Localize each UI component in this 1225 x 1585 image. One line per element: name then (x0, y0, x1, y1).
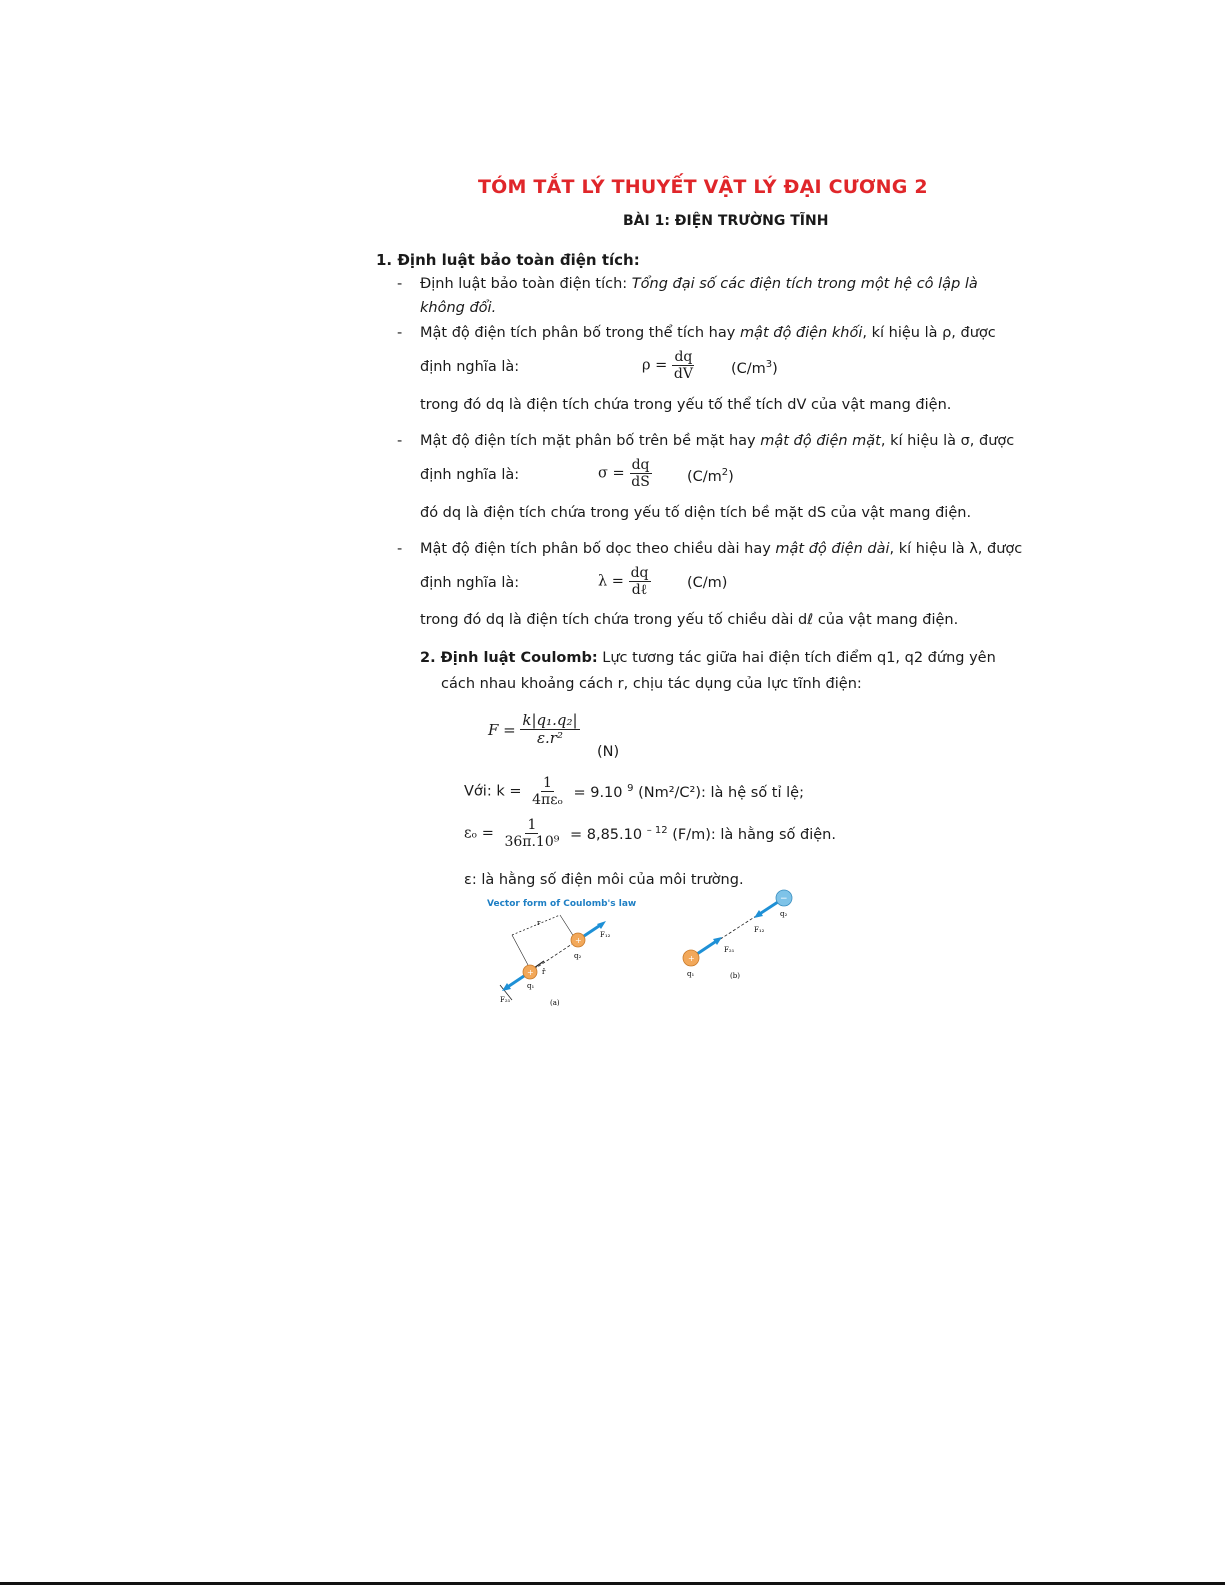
label-a: (a) (550, 999, 560, 1007)
rho-formula: ρ = $\frac{dq}{dV}$ (642, 349, 693, 383)
r-measure-line (512, 915, 560, 935)
q1-q2-line (530, 940, 578, 972)
item2-line1: Mật độ điện tích phân bố trong thể tích hay mật độ điện khối, kí hiệu là ρ, được (420, 325, 996, 341)
item3-note: đó dq là điện tích chứa trong yếu tố diện tích bề mặt dS của vật mang điện. (420, 505, 972, 521)
lesson-subtitle: BÀI 1: ĐIỆN TRƯỜNG TĨNH (623, 213, 829, 229)
sigma-unit: $(C/m^2)$ (687, 467, 734, 485)
section-2-line2: cách nhau khoảng cách r, chịu tác dụng của lực tĩnh điện: (441, 676, 862, 692)
item4-note: trong đó dq là điện tích chứa trong yếu tố chiều dài dℓ của vật mang điện. (420, 612, 959, 628)
coulomb-figure-a (490, 910, 630, 1015)
section-2-line1: 2. Định luật Coulomb: Lực tương tác giữa hai điện tích điểm q1, q2 đứng yên (420, 650, 996, 666)
q1-label: q₁ (527, 982, 535, 990)
bullet-dash: - (397, 276, 403, 292)
q2-label: q₂ (574, 952, 582, 960)
item1-line2: không đổi. (420, 300, 497, 316)
q1-label: q₁ (687, 970, 695, 978)
item2-note: trong đó dq là điện tích chứa trong yếu tố thể tích dV của vật mang điện. (420, 397, 952, 413)
r-tick-left (512, 935, 528, 965)
sigma-formula: σ = $\frac{dq}{dS}$ (598, 457, 650, 491)
bullet-dash: - (397, 433, 403, 449)
coulomb-formula: F = $\frac{\text{k|q₁.q₂|}}{\text{ε.r²}}$ (488, 711, 578, 748)
q2-sign: + (575, 936, 582, 945)
section-1-heading: 1. Định luật bảo toàn điện tích: (376, 251, 640, 269)
k-constant-line: Với: k = $\frac{1}{\text{4πεₒ}}$ = 9.10 $^9$ (Nm²/C²): là hệ số tỉ lệ; (464, 775, 804, 809)
dielectric-constant-line: ε: là hằng số điện môi của môi trường. (464, 872, 744, 888)
lambda-formula: λ = $\frac{dq}{\text{dℓ}}$ (598, 565, 649, 599)
f21-label: F₂₁ (500, 996, 511, 1004)
q2-label: q₂ (780, 910, 788, 918)
r-hat-arrow (534, 961, 544, 968)
bullet-dash: - (397, 541, 403, 557)
item1-line1 (420, 276, 990, 292)
figure-caption: Vector form of Coulomb's law (487, 899, 637, 909)
f12-label: F₁₂ (600, 931, 611, 939)
section-2-heading: 2. Định luật Coulomb: (420, 650, 598, 666)
r-label: r (537, 919, 541, 927)
document-title: TÓM TẮT LÝ THUYẾT VẬT LÝ ĐẠI CƯƠNG 2 (478, 176, 928, 198)
coulomb-unit: (N) (597, 744, 620, 760)
q1-sign: + (688, 954, 695, 963)
eps0-constant-line: εₒ = $\frac{1}{\text{36π.10⁹}}$ = 8,85.10 $^{- 12}$ (F/m): là hằng số điện. (464, 817, 836, 851)
f12-label: F₁₂ (754, 926, 765, 934)
item3-line1: Mật độ điện tích mặt phân bố trên bề mặt hay mật độ điện mặt, kí hiệu là σ, được (420, 433, 1015, 449)
q2-sign: − (780, 894, 788, 904)
item4-line1: Mật độ điện tích phân bố dọc theo chiều dài hay mật độ điện dài, kí hiệu là λ, được (420, 541, 1023, 557)
lambda-unit: (C/m) (687, 575, 728, 591)
item4-def-label: định nghĩa là: (420, 575, 520, 591)
rho-unit: $(C/m^3)$ (731, 359, 778, 377)
coulomb-figure-b (676, 884, 806, 984)
item3-def-label: định nghĩa là: (420, 467, 520, 483)
item1-text: Định luật bảo toàn điện tích: Tổng đại số các điện tích trong một hệ cô lập là (420, 276, 978, 292)
item2-def-label: định nghĩa là: (420, 359, 520, 375)
bullet-dash: - (397, 325, 403, 341)
q1-sign: + (527, 968, 534, 977)
r-hat-label: r̂ (542, 968, 546, 976)
f21-label: F₂₁ (724, 946, 735, 954)
label-b: (b) (730, 972, 740, 980)
